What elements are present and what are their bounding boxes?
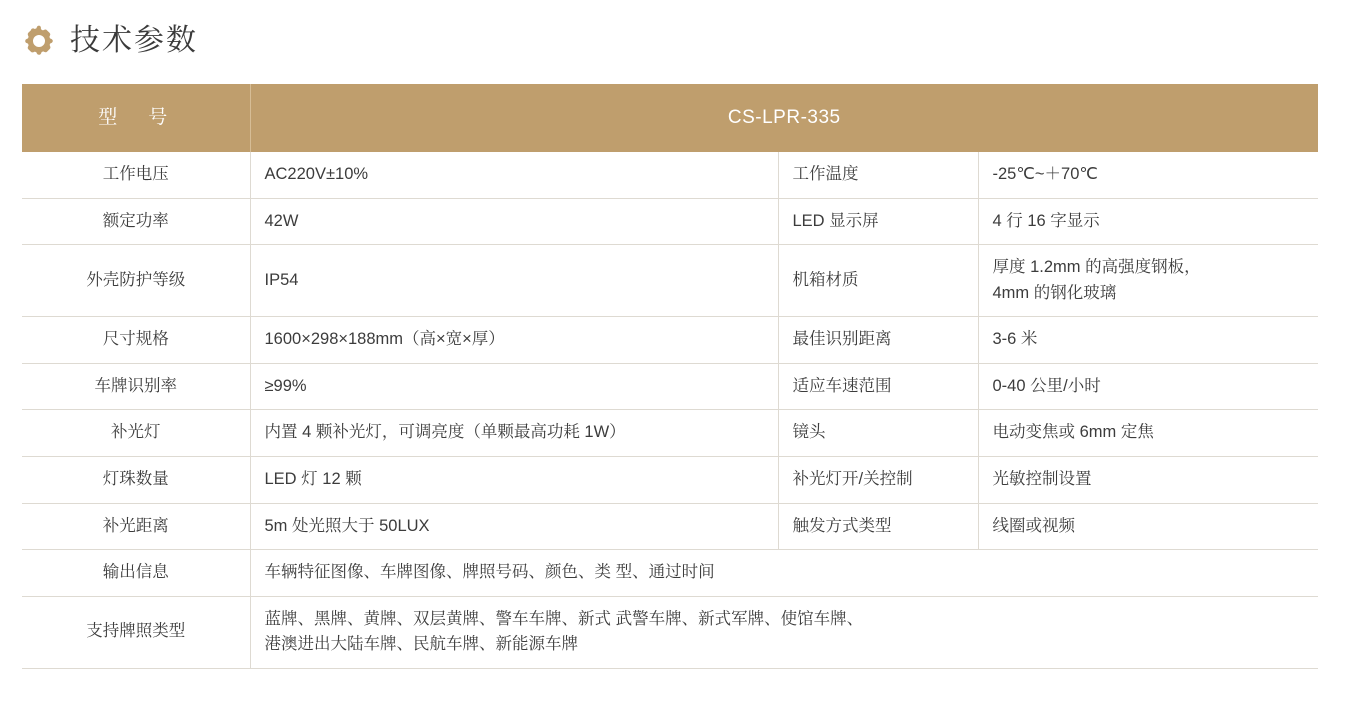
row-label: 外壳防护等级: [22, 245, 250, 317]
row-label: 车牌识别率: [22, 363, 250, 410]
row-label-2: 镜头: [778, 410, 978, 457]
row-value-2: 4 行 16 字显示: [978, 198, 1318, 245]
table-header-row: [22, 84, 1318, 152]
row-value-2: 电动变焦或 6mm 定焦: [978, 410, 1318, 457]
table-row-wide: [22, 596, 1318, 668]
row-label-2: 最佳识别距离: [778, 317, 978, 364]
table-row: [22, 456, 1318, 503]
table-row-wide: [22, 550, 1318, 597]
header-model-label: 型 号: [22, 84, 250, 152]
row-value-2: -25℃~＋70℃: [978, 152, 1318, 198]
table-row: [22, 410, 1318, 457]
row-label: 支持牌照类型: [22, 596, 250, 668]
table-row: [22, 152, 1318, 198]
row-value: 5m 处光照大于 50LUX: [250, 503, 778, 550]
table-row: [22, 317, 1318, 364]
row-label-2: 适应车速范围: [778, 363, 978, 410]
row-value: IP54: [250, 245, 778, 317]
row-label: 输出信息: [22, 550, 250, 597]
gear-icon: [22, 24, 56, 58]
page-title: 技术参数: [70, 24, 198, 57]
row-value: 42W: [250, 198, 778, 245]
row-label: 尺寸规格: [22, 317, 250, 364]
row-value-2-line2: 4mm 的钢化玻璃: [992, 283, 1117, 302]
row-value: LED 灯 12 颗: [250, 456, 778, 503]
row-label: 工作电压: [22, 152, 250, 198]
row-label-2: 补光灯开/关控制: [778, 456, 978, 503]
row-value-line2: 港澳进出大陆车牌、民航车牌、新能源车牌: [264, 635, 578, 654]
row-label: 灯珠数量: [22, 456, 250, 503]
spec-table-wrap: [22, 84, 1318, 669]
row-value-2: 光敏控制设置: [978, 456, 1318, 503]
row-label: 补光灯: [22, 410, 250, 457]
row-label-2: LED 显示屏: [778, 198, 978, 245]
table-row: [22, 198, 1318, 245]
table-row: [22, 245, 1318, 317]
page-title-row: [0, 0, 1360, 62]
row-value: ≥99%: [250, 363, 778, 410]
row-value: AC220V±10%: [250, 152, 778, 198]
row-value-2: 0-40 公里/小时: [978, 363, 1318, 410]
row-value: 1600×298×188mm（高×宽×厚）: [250, 317, 778, 364]
row-value-2: 3-6 米: [978, 317, 1318, 364]
row-value-line1: 蓝牌、黑牌、黄牌、双层黄牌、警车车牌、新式 武警车牌、新式军牌、使馆车牌、: [264, 609, 864, 628]
row-value: [250, 596, 1318, 668]
row-value-2-line1: 厚度 1.2mm 的高强度钢板，: [992, 258, 1201, 277]
row-label-2: 触发方式类型: [778, 503, 978, 550]
row-label: 额定功率: [22, 198, 250, 245]
row-label-2: 机箱材质: [778, 245, 978, 317]
row-value-2: [978, 245, 1318, 317]
table-row: [22, 503, 1318, 550]
row-label: 补光距离: [22, 503, 250, 550]
spec-table: [22, 84, 1318, 669]
header-model-value: CS-LPR-335: [250, 84, 1318, 152]
table-row: [22, 363, 1318, 410]
row-value: 车辆特征图像、车牌图像、牌照号码、颜色、类 型、通过时间: [250, 550, 1318, 597]
row-value: 内置 4 颗补光灯，可调亮度（单颗最高功耗 1W）: [250, 410, 778, 457]
row-label-2: 工作温度: [778, 152, 978, 198]
row-value-2: 线圈或视频: [978, 503, 1318, 550]
